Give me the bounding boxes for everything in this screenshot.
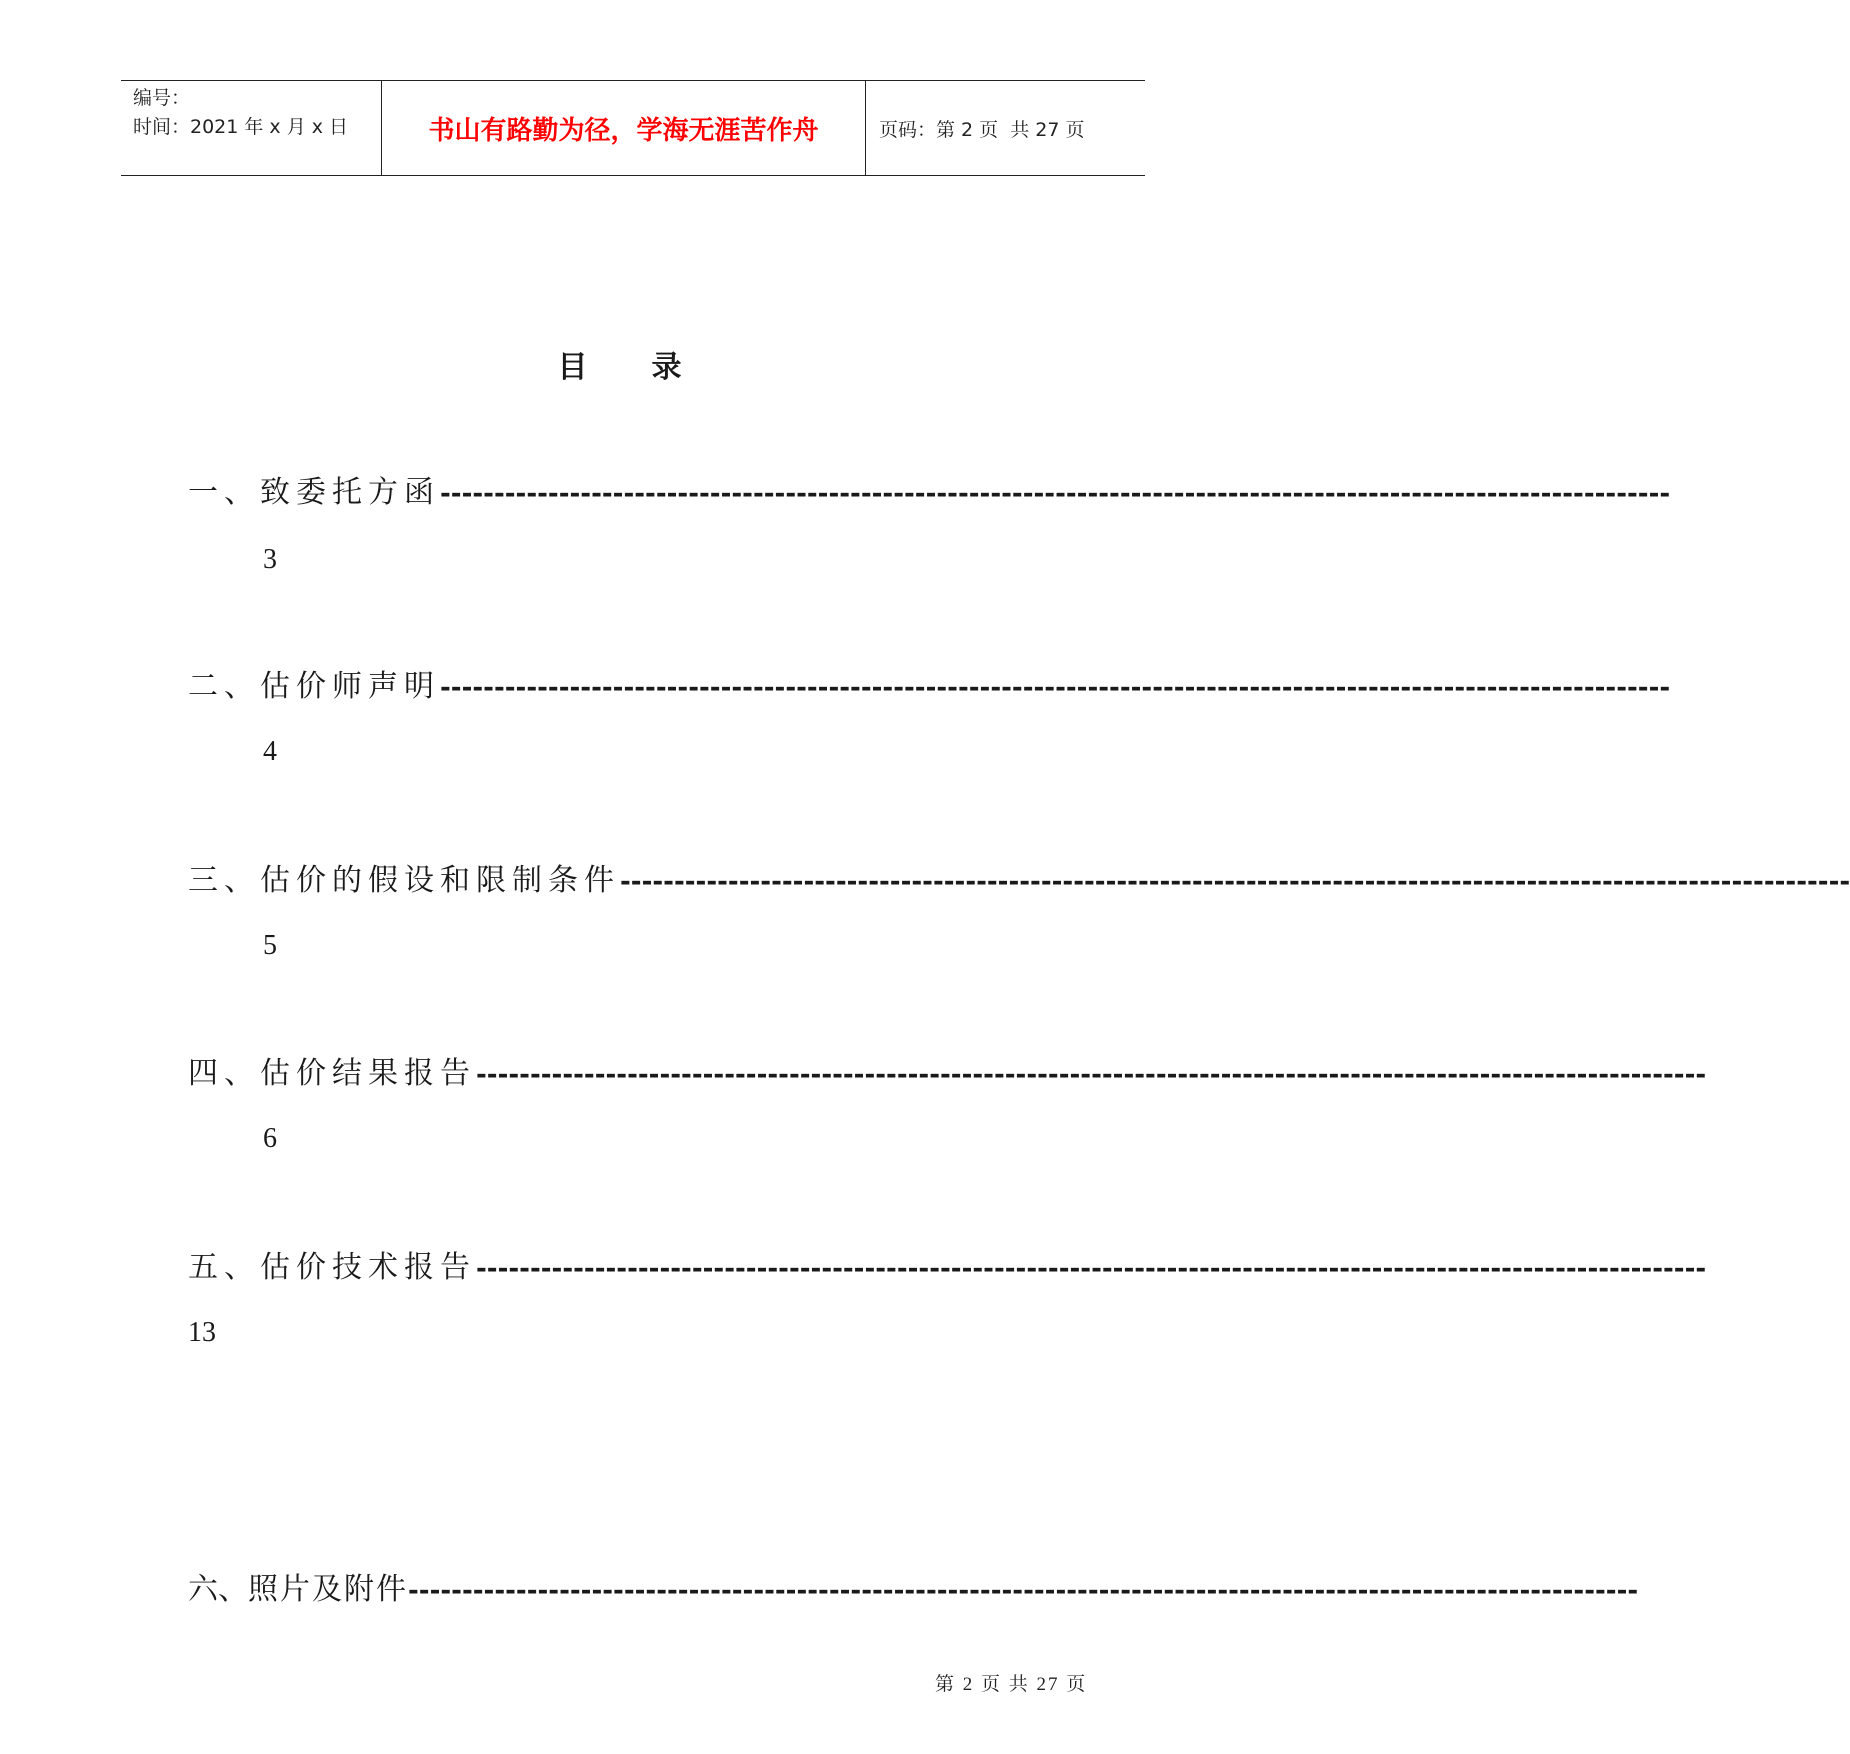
toc-page-number: 13	[188, 1317, 216, 1348]
page-header	[121, 80, 1145, 176]
toc-label: 估价的假设和限制条件	[260, 863, 620, 898]
toc-entry[interactable]	[188, 1570, 1639, 1611]
header-motto-cell	[382, 81, 866, 175]
header-meta	[121, 81, 382, 175]
toc-label: 致委托方函	[260, 475, 440, 510]
toc-number: 二、	[188, 669, 260, 704]
page-footer: 第 2 页 共 27 页	[935, 1674, 1088, 1695]
date-label: 时间：2021 年 x 月 x 日	[133, 116, 349, 138]
toc-entry[interactable]	[188, 1248, 1707, 1353]
toc-leader: ------------------------------------------------------------------------------------------------------------------	[440, 673, 1671, 703]
toc-leader: ------------------------------------------------------------------------------------------------------------------	[476, 1254, 1707, 1284]
toc-entry[interactable]	[188, 667, 1671, 772]
toc-number: 一、	[188, 475, 260, 510]
toc-entry[interactable]	[188, 861, 1850, 966]
motto: 书山有路勤为径，学海无涯苦作舟	[428, 115, 819, 146]
header-page-cell	[866, 81, 1145, 175]
toc-leader: ------------------------------------------------------------------------------------------------------------------	[408, 1576, 1639, 1606]
page-info: 页码：第 2 页 共 27 页	[879, 118, 1085, 141]
toc-leader: ------------------------------------------------------------------------------------------------------------------	[620, 867, 1850, 897]
toc-label: 估价师声明	[260, 669, 440, 704]
toc-leader: ------------------------------------------------------------------------------------------------------------------	[476, 1060, 1707, 1090]
title-char-2: 录	[651, 350, 684, 385]
toc-label: 估价技术报告	[260, 1250, 476, 1285]
toc-page-number: 6	[263, 1123, 277, 1154]
toc-entry[interactable]	[188, 473, 1671, 580]
toc-page-number: 5	[263, 930, 277, 961]
toc-number: 五、	[188, 1250, 260, 1285]
toc-number: 四、	[188, 1056, 260, 1091]
title-char-1: 目	[557, 350, 590, 385]
toc-number: 六、	[188, 1572, 248, 1607]
toc-label: 估价结果报告	[260, 1056, 476, 1091]
toc-leader: ------------------------------------------------------------------------------------------------------------------	[440, 479, 1671, 509]
toc-label: 照片及附件	[248, 1572, 408, 1607]
page-title	[0, 342, 1241, 386]
toc-page-number: 3	[263, 544, 277, 575]
toc-page-number: 4	[263, 736, 277, 767]
toc-entry[interactable]	[188, 1054, 1707, 1159]
toc-number: 三、	[188, 863, 260, 898]
serial-label: 编号：	[133, 87, 191, 109]
